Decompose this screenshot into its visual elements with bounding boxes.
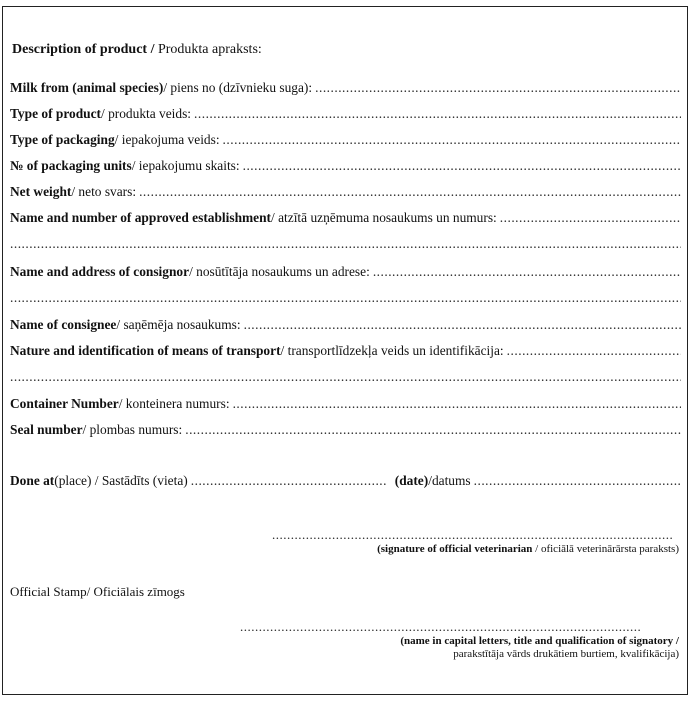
fill-line[interactable] (233, 396, 681, 412)
field-label-lv: / produkta veids: (101, 106, 192, 121)
done-at-label-lv: (place) / Sastādīts (vieta) (54, 473, 188, 488)
signatory-caption-line2: parakstītāja vārds drukātiem burtiem, kvalifikācija) (453, 648, 679, 660)
official-stamp-label: Official Stamp/ Oficiālais zīmogs (10, 584, 185, 599)
fill-line[interactable] (507, 343, 681, 359)
signatory-caption (400, 635, 679, 661)
field-net-weight[interactable] (10, 184, 681, 200)
title-en: Description of product / (12, 42, 155, 57)
field-packaging-units[interactable] (10, 158, 681, 174)
field-establishment[interactable] (10, 210, 681, 226)
vet-signature-caption (377, 543, 679, 556)
place-fill-line[interactable] (191, 473, 387, 489)
field-label-lv: / transportlīdzekļa veids un identifikācija: (280, 343, 504, 358)
fill-line[interactable] (139, 184, 681, 200)
field-label-lv: / neto svars: (71, 184, 137, 199)
field-label-lv: / konteinera numurs: (118, 396, 230, 411)
field-label-en: Name and number of approved establishment (10, 210, 272, 225)
field-label-en: Type of packaging (10, 132, 115, 147)
fill-line-continuation[interactable] (10, 369, 681, 385)
vet-caption-lv: / oficiālā veterinārārsta paraksts) (532, 543, 679, 555)
date-fill-line[interactable] (474, 473, 681, 489)
fill-line[interactable] (185, 422, 681, 438)
signatory-name-line[interactable] (240, 620, 642, 634)
field-seal[interactable] (10, 422, 681, 438)
done-at-label-en: Done at (10, 473, 55, 488)
date-label-lv: /datums (428, 473, 471, 488)
fill-line[interactable] (500, 210, 681, 226)
form-title (12, 42, 262, 58)
fill-line[interactable] (223, 132, 681, 148)
date-label-en: (date) (394, 473, 429, 488)
vet-caption-en: (signature of official veterinarian (377, 543, 533, 555)
fill-line[interactable] (243, 158, 681, 174)
field-type-of-packaging[interactable] (10, 132, 681, 148)
fill-line-continuation[interactable] (10, 236, 681, 252)
fill-line[interactable] (244, 317, 681, 333)
field-container[interactable] (10, 396, 681, 412)
field-label-en: Type of product (10, 106, 102, 121)
signatory-caption-line1: (name in capital letters, title and qualification of signatory / (400, 635, 679, 647)
field-type-of-product[interactable] (10, 106, 681, 122)
field-label-en: Nature and identification of means of transport (10, 343, 281, 358)
field-consignor[interactable] (10, 264, 681, 280)
field-label-en: Seal number (10, 422, 83, 437)
field-label-en: № of packaging units (10, 158, 132, 173)
field-label-en: Name of consignee (10, 317, 117, 332)
fill-line[interactable] (373, 264, 681, 280)
title-lv: Produkta apraksts: (154, 42, 262, 57)
field-label-lv: / iepakojumu skaits: (131, 158, 240, 173)
field-transport[interactable] (10, 343, 681, 359)
field-label-en: Name and address of consignor (10, 264, 190, 279)
field-label-en: Milk from (animal species) (10, 80, 164, 95)
fill-line-continuation[interactable] (10, 290, 681, 306)
field-consignee[interactable] (10, 317, 681, 333)
vet-signature-line[interactable] (272, 528, 674, 542)
fill-line[interactable] (315, 80, 681, 96)
field-label-en: Container Number (10, 396, 119, 411)
field-milk[interactable] (10, 80, 681, 96)
field-label-lv: / iepakojuma veids: (114, 132, 220, 147)
field-label-lv: / piens no (dzīvnieku suga): (163, 80, 313, 95)
field-label-lv: / nosūtītāja nosaukums un adrese: (189, 264, 370, 279)
field-label-en: Net weight (10, 184, 72, 199)
fill-line[interactable] (194, 106, 681, 122)
field-label-lv: / plombas numurs: (82, 422, 183, 437)
field-done-at[interactable] (10, 473, 681, 489)
field-label-lv: / atzītā uzņēmuma nosaukums un numurs: (271, 210, 497, 225)
field-label-lv: / saņēmēja nosaukums: (116, 317, 241, 332)
